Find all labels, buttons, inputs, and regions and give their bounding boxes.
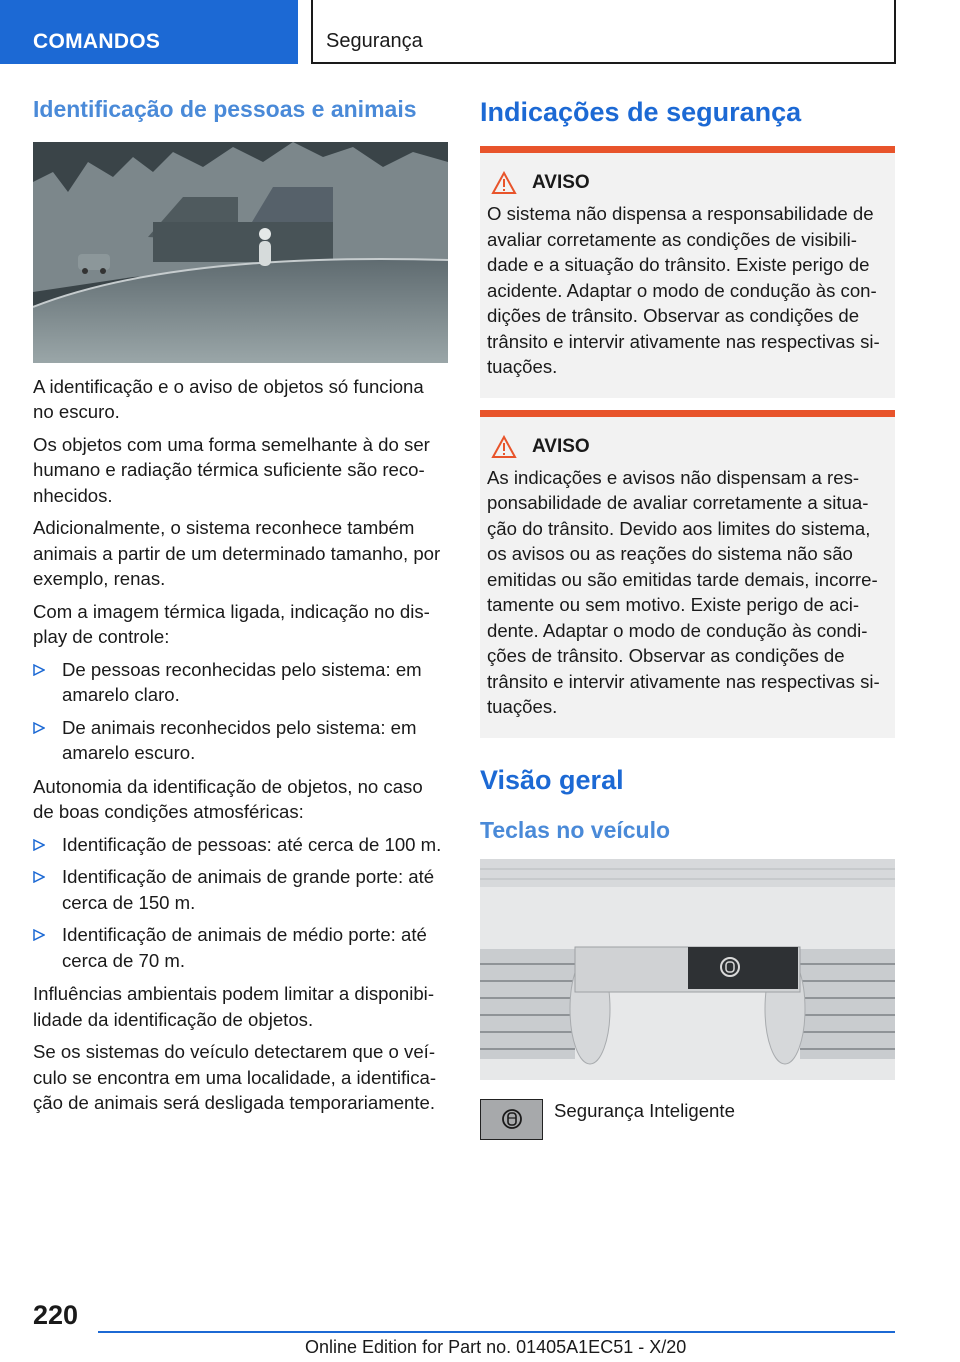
- list-item-text: De pessoas reconhecidas pelo sistema: em amarelo claro.: [62, 658, 422, 706]
- list-item: [33, 832, 448, 858]
- intelligent-safety-icon: [501, 1108, 523, 1130]
- triangle-bullet-icon: [33, 839, 45, 851]
- button-legend-row: [480, 1099, 895, 1140]
- list-item: [33, 922, 448, 973]
- warning-text: As indicações e avisos não dispensam a responsabilidade de avaliar corretamente a situação do trânsito. Devido aos limites do sistema, os avisos ou as reações do sistema não são emitidas ou são emitidas tarde demais, incorretamente ou sem motivo. Existe perigo de acidente. Adaptar o modo de condução às condições de trânsito. Observar as condições de trânsito e intervir ativamente nas respectivas situações.: [487, 466, 880, 718]
- section-heading-overview: Visão geral: [480, 764, 624, 795]
- section-title: Segurança: [326, 30, 423, 52]
- warning-header: [491, 435, 887, 459]
- left-column: [33, 96, 448, 1123]
- list-item: [33, 864, 448, 915]
- list-item-text: Identificação de animais de médio porte: até cerca de 70 m.: [62, 924, 427, 971]
- warning-title: AVISO: [532, 172, 590, 194]
- triangle-bullet-icon: [33, 664, 45, 676]
- triangle-bullet-icon: [33, 722, 45, 734]
- section-heading-identification: Identificação de pessoas e animais: [33, 96, 417, 122]
- dashboard-buttons-image: [480, 859, 895, 1080]
- warning-triangle-icon: [491, 435, 517, 459]
- footer-divider: [98, 1331, 895, 1333]
- paragraph: Com a imagem térmica ligada, indicação no display de controle:: [33, 600, 430, 648]
- range-list: [33, 832, 448, 974]
- triangle-bullet-icon: [33, 929, 45, 941]
- display-indication-list: [33, 657, 448, 766]
- list-item: [33, 715, 448, 766]
- paragraph: A identificação e o aviso de objetos só funciona no escuro.: [33, 375, 424, 423]
- page-number: 220: [33, 1300, 79, 1330]
- night-vision-image: [33, 142, 448, 363]
- list-item-text: De animais reconhecidos pelo sistema: em amarelo escuro.: [62, 716, 417, 764]
- warning-text: O sistema não dispensa a responsabilidade de avaliar corretamente as condições de visibilidade e a situação do trânsito. Existe perigo de acidente. Adaptar o modo de condução às condições de trânsito. Observar as condições de trânsito e intervir ativamente nas respectivas situações.: [487, 203, 880, 378]
- list-item: [33, 657, 448, 708]
- section-heading-safety: Indicações de segurança: [480, 97, 802, 127]
- warning-triangle-icon: [491, 171, 517, 195]
- list-item-text: Identificação de pessoas: até cerca de 100 m.: [62, 833, 442, 855]
- triangle-bullet-icon: [33, 871, 45, 883]
- edition-text: Online Edition for Part no. 01405A1EC51 - X/20: [305, 1337, 687, 1357]
- warning-box: [480, 146, 895, 398]
- paragraph: Autonomia da identificação de objetos, no caso de boas condições atmosféricas:: [33, 775, 423, 823]
- paragraph: Influências ambientais podem limitar a disponibilidade da identificação de objetos.: [33, 983, 435, 1030]
- button-label: Segurança Inteligente: [554, 1099, 735, 1121]
- warning-header: [491, 171, 887, 195]
- paragraph: Se os sistemas do veículo detectarem que o veículo se encontra em uma localidade, a identificação de animais será desligada temporariamente.: [33, 1041, 437, 1114]
- paragraph: Os objetos com uma forma semelhante à do ser humano e radiação térmica suficiente são reconhecidos.: [33, 433, 430, 506]
- right-column: [480, 96, 895, 1140]
- paragraph: Adicionalmente, o sistema reconhece também animais a partir de um determinado tamanho, por exemplo, renas.: [33, 517, 441, 590]
- chapter-tab: [0, 0, 298, 64]
- subheading-vehicle-keys: Teclas no veículo: [480, 817, 671, 844]
- warning-title: AVISO: [532, 435, 590, 457]
- chapter-title: COMANDOS: [33, 30, 161, 53]
- warning-box: [480, 410, 895, 738]
- list-item-text: Identificação de animais de grande porte: até cerca de 150 m.: [62, 866, 435, 913]
- intelligent-safety-button[interactable]: [480, 1099, 543, 1140]
- section-tab: [311, 0, 896, 64]
